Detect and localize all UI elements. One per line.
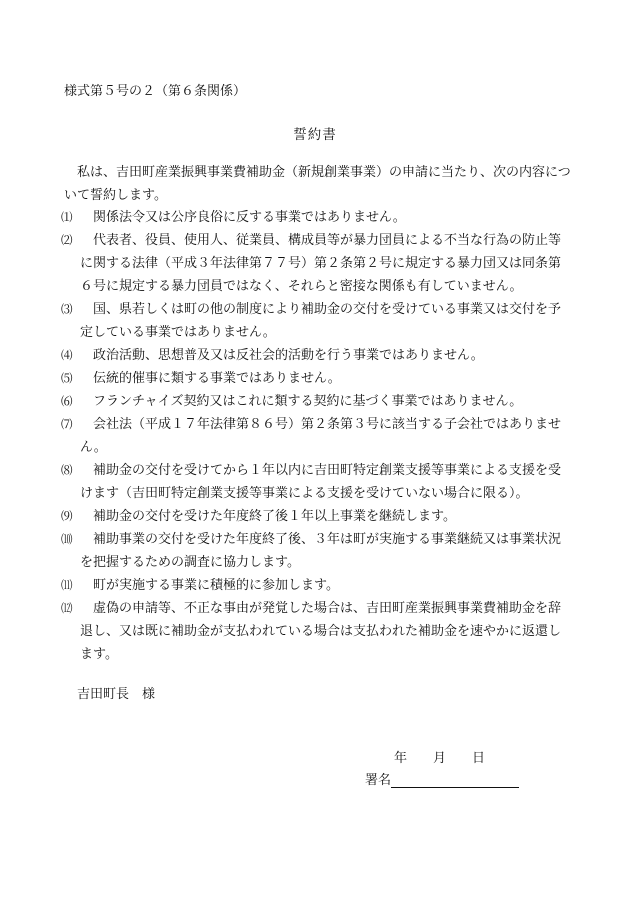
pledge-item-number: ⑻ [61, 463, 73, 477]
pledge-item-text: フランチャイズ契約又はこれに類する契約に基づく事業ではありません。 [93, 394, 523, 409]
pledge-item-number: ⑺ [61, 417, 73, 431]
date-year-label: 年 [394, 751, 408, 766]
pledge-item-number: ⑵ [61, 233, 73, 247]
date-line [394, 747, 485, 766]
pledge-item-text: 国、県若しくは町の他の制度により補助金の交付を受けている事業又は交付を予定している事業ではありません。 [80, 302, 562, 340]
signature-blank [391, 772, 519, 788]
pledge-item [61, 505, 572, 528]
pledge-item [61, 413, 572, 459]
pledge-item-text: 町が実施する事業に積極的に参加します。 [93, 578, 339, 593]
signature-line [365, 769, 519, 788]
form-number-label: 様式第５号の２（第６条関係） [64, 84, 247, 99]
pledge-item-number: ⑾ [61, 578, 73, 592]
pledge-item-number: ⑶ [61, 302, 73, 316]
pledge-item-text: 政治活動、思想普及又は反社会的活動を行う事業ではありません。 [93, 348, 484, 363]
date-month-label: 月 [433, 751, 447, 766]
date-day-label: 日 [472, 751, 486, 766]
pledge-item [61, 298, 572, 344]
pledge-item-number: ⑼ [61, 509, 73, 523]
pledge-item-text: 補助金の交付を受けた年度終了後１年以上事業を継続します。 [93, 509, 456, 524]
signature-label: 署名 [365, 773, 392, 788]
pledge-item [61, 528, 572, 574]
pledge-item-text: 補助事業の交付を受けた年度終了後、３年は町が実施する事業継続又は事業状況を把握するための調査に協力します。 [80, 532, 562, 570]
page-title: 誓約書 [293, 127, 337, 143]
pledge-item-text: 補助金の交付を受けてから１年以内に吉田町特定創業支援等事業による支援を受けます（吉田町特定創業支援等事業による支援を受けていない場合に限る）。 [80, 463, 562, 501]
pledge-item-number: ⑴ [61, 210, 73, 224]
pledge-item-number: ⑿ [61, 601, 73, 615]
pledge-item [61, 367, 572, 390]
pledge-item-text: 伝統的催事に類する事業ではありません。 [93, 371, 341, 386]
pledge-item-text: 虚偽の申請等、不正な事由が発覚した場合は、吉田町産業振興事業費補助金を辞退し、又は既に補助金が支払われている場合は支払われた補助金を速やかに返還します。 [80, 601, 562, 662]
pledge-item-text: 会社法（平成１７年法律第８６号）第２条第３号に該当する子会社ではありません。 [80, 417, 562, 455]
pledge-item [61, 574, 572, 597]
pledge-item-number: ⑷ [61, 348, 73, 362]
pledge-item [61, 390, 572, 413]
pledge-item [61, 206, 572, 229]
pledge-list [61, 206, 572, 666]
pledge-item-text: 代表者、役員、使用人、従業員、構成員等が暴力団員による不当な行為の防止等に関する法律（平成３年法律第７７号）第２条第２号に規定する暴力団又は同条第６号に規定する暴力団員ではなく、それらと密接な関係も有していません。 [80, 233, 562, 294]
pledge-item [61, 344, 572, 367]
addressee: 吉田町長 様 [77, 687, 156, 702]
pledge-item-number: ⑹ [61, 394, 73, 408]
pledge-item-number: ⑸ [61, 371, 73, 385]
pledge-item [61, 459, 572, 505]
pledge-item [61, 229, 572, 298]
intro-paragraph: 私は、吉田町産業振興事業費補助金（新規創業事業）の申請に当たり、次の内容について誓約します。 [64, 165, 571, 203]
pledge-item [61, 597, 572, 666]
pledge-item-text: 関係法令又は公序良俗に反する事業ではありません。 [93, 210, 406, 225]
pledge-item-number: ⑽ [61, 532, 73, 546]
